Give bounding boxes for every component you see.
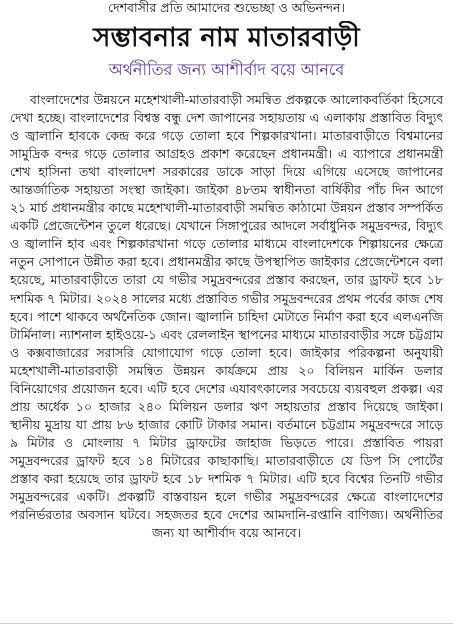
- article-subheadline: অর্থনীতির জন্য আশীর্বাদ বয়ে আনবে: [108, 60, 345, 79]
- previous-article-tail: দেশবাসীর প্রতি আমাদের শুভেচ্ছা ও অভিনন্দন।: [108, 0, 345, 15]
- article-headline: সম্ভাবনার নাম মাতারবাড়ী: [93, 23, 360, 53]
- article-body: [8, 91, 445, 542]
- article-paragraph: বাংলাদেশের উন্নয়নে মহেশখালী-মাতারবাড়ী সমন্বিত প্রকল্পকে আলোকবর্তিকা হিসেবে দেখা হচ্ছে। বাংলাদেশের বিশ্বস্ত বন্ধু দেশ জাপানের সহায়তায় এ এলাকায় প্রস্তাবিত বিদ্যুৎ ও জ্বালানি হাবকে কেন্দ্র করে গড়ে তোলা হবে শিল্পকারখানা। মাতারবাড়ীতে বিশ্বমানের সামুদ্রিক বন্দর গড়ে তোলার আগ্রহও প্রকাশ করেছেন প্রধানমন্ত্রী। এ ব্যাপারে প্রধানমন্ত্রী শেখ হাসিনা তথা বাংলাদেশ সরকারের ডাকে সাড়া দিয়ে এগিয়ে এসেছে জাপানের আন্তর্জাতিক সহায়তা সংস্থা জাইকা। জাইকা ৪৮তম স্বাধীনতা বার্ষিকীর পাঁচ দিন আগে ২১ মার্চ প্রধানমন্ত্রীর কাছে মহেশখালী-মাতারবাড়ী সমন্বিত কাঠামো উন্নয়ন প্রস্তাব সম্পর্কিত একটি প্রেজেন্টেশন তুলে ধরেছে। যেখানে সিঙ্গাপুরের আদলে সর্বাধুনিক সমুদ্রবন্দর, বিদ্যুৎ ও জ্বালানি হাব এবং শিল্পকারখানা গড়ে তোলার মাধ্যমে বাংলাদেশকে শিল্পায়নের ক্ষেত্রে নতুন সোপানে উন্নীত করা হবে। প্রধানমন্ত্রীর কাছে উপস্থাপিত জাইকার প্রেজেন্টেশনে বলা হয়েছে, মাতারবাড়ীতে তারা যে গভীর সমুদ্রবন্দরের প্রস্তাব করছেন, তার ড্রাফট হবে ১৮ দশমিক ৭ মিটার। ২০২৪ সালের মধ্যে প্রস্তাবিত গভীর সমুদ্রবন্দরের প্রথম পর্বের কাজ শেষ হবে। পাশে থাকবে অর্থনৈতিক জোন। জ্বালানি চাহিদা মেটাতে নির্মাণ করা হবে এলএনজি টার্মিনাল। ন্যাশনাল হাইওয়ে-১ এবং রেললাইন স্থাপনের মাধ্যমে মাতারবাড়ীর সঙ্গে চট্টগ্রাম ও কক্সবাজারের সরাসরি যোগাযোগ গড়ে তোলা হবে। জাইকার পরিকল্পনা অনুযায়ী মহেশখালী-মাতারবাড়ী সমন্বিত উন্নয়ন কার্যক্রমে প্রায় ২০ বিলিয়ন মার্কিন ডলার বিনিয়োগের প্রয়োজন হবে। এটি হবে দেশের এযাবৎকালের সবচেয়ে ব্যয়বহুল প্রকল্প। এর প্রায় অর্ধেক ১০ হাজার ২৪০ মিলিয়ন ডলার ঋণ সহায়তার প্রস্তাব দিয়েছে জাইকা। স্থানীয় মুদ্রায় যা প্রায় ৮৬ হাজার কোটি টাকার সমান। বর্তমানে চট্টগ্রাম সমুদ্রবন্দরে সাড়ে ৯ মিটার ও মোংলায় ৭ মিটার ড্রাফটের জাহাজ ভিড়তে পারে। প্রস্তাবিত পায়রা সমুদ্রবন্দরের ড্রাফট হবে ১৪ মিটারের কাছাকাছি। মাতারবাড়ীতে যে ডিপ সি পোর্টের প্রস্তাব করা হয়েছে তার ড্রাফট হবে ১৮ দশমিক ৭ মিটার। এটি হবে বিশ্বের তিনটি গভীর সমুদ্রবন্দরের একটি। প্রকল্পটি বাস্তবায়ন হলে গভীর সমুদ্রবন্দরের ক্ষেত্রে বাংলাদেশের পরনির্ভরতার অবসান ঘটবে। সহজতর হবে দেশের আমদানি-রপ্তানি বাণিজ্য। অর্থনীতির জন্য যা আশীর্বাদ বয়ে আনবে।: [10, 92, 443, 541]
